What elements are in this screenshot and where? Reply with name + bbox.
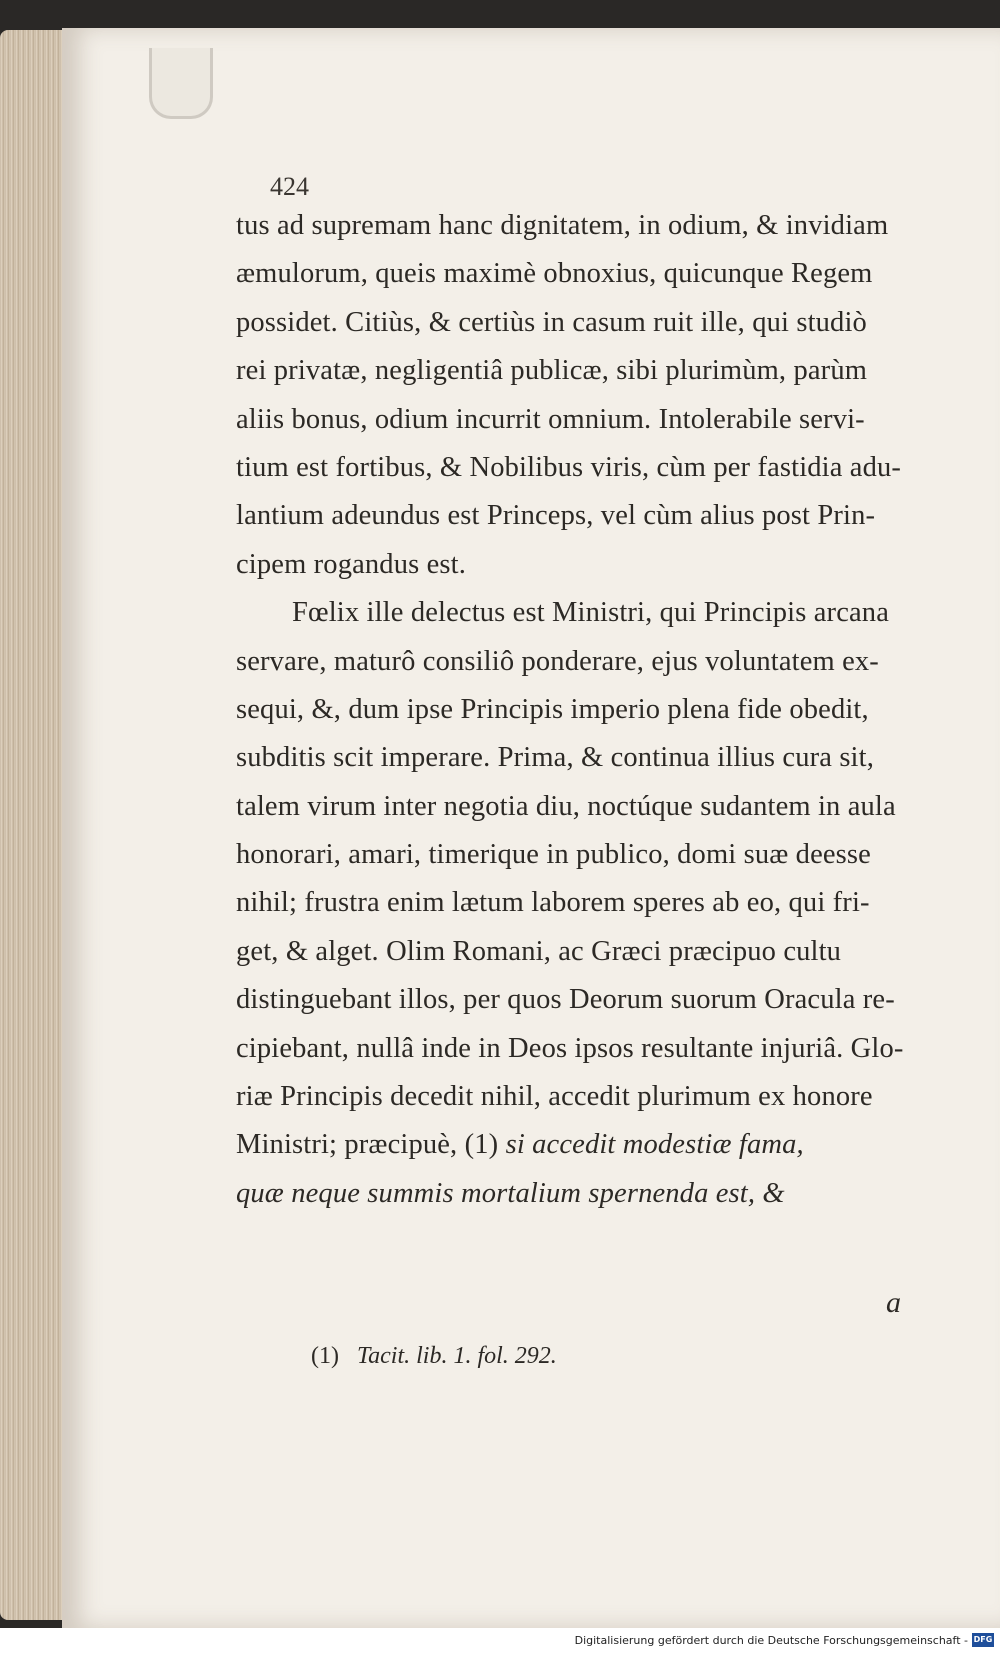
text-line: nihil; frustra enim lætum laborem speres ab eo, qui fri- (236, 887, 870, 919)
book-page-edges (0, 30, 70, 1620)
text-line: subditis scit imperare. Prima, & continua illius cura sit, (236, 742, 874, 774)
text-line: rei privatæ, negligentiâ publicæ, sibi plurimùm, parùm (236, 355, 868, 387)
body-text (236, 202, 946, 1218)
footnote (311, 1343, 557, 1370)
quote-text-line: quæ neque summis mortalium spernenda est, & (236, 1177, 785, 1209)
text-line-mixed (236, 1121, 946, 1169)
footnote-ref: (1) (311, 1343, 339, 1369)
catchword: a (886, 1286, 901, 1319)
text-line: lantium adeundus est Princeps, vel cùm alius post Prin- (236, 500, 876, 532)
text-line: servare, maturô consiliô ponderare, ejus voluntatem ex- (236, 645, 879, 677)
dfg-logo-icon: DFG (972, 1633, 994, 1647)
text-line: distinguebant illos, per quos Deorum suorum Oracula re- (236, 984, 895, 1016)
text-line: aliis bonus, odium incurrit omnium. Intolerabile servi- (236, 403, 865, 435)
page-clip-icon (149, 48, 213, 119)
text-line: riæ Principis decedit nihil, accedit plurimum ex honore (236, 1081, 873, 1113)
footnote-text: Tacit. lib. 1. fol. 292. (356, 1343, 557, 1369)
text-line: talem virum inter negotia diu, noctúque sudantem in aula (236, 790, 896, 822)
text-line: sequi, &, dum ipse Principis imperio plena fide obedit, (236, 693, 869, 725)
text-line: honorari, amari, timerique in publico, domi suæ deesse (236, 839, 871, 871)
text-line: possidet. Citiùs, & certiùs in casum ruit ille, qui studiò (236, 306, 867, 338)
text-line: tus ad supremam hanc dignitatem, in odium, & invidiam (236, 210, 889, 241)
quote-text: si accedit modestiæ fama, (505, 1129, 804, 1161)
digitization-credit: Digitalisierung gefördert durch die Deutsche Forschungsgemeinschaft - (574, 1634, 968, 1647)
text-line: cipiebant, nullâ inde in Deos ipsos resultante injuriâ. Glo- (236, 1032, 904, 1064)
text-line: tium est fortibus, & Nobilibus viris, cùm per fastidia adu- (236, 451, 902, 483)
roman-text: Ministri; præcipuè, (1) (236, 1129, 499, 1161)
paragraph-start-line: Fœlix ille delectus est Ministri, qui Principis arcana (292, 597, 889, 629)
text-line: æmulorum, queis maximè obnoxius, quicunque Regem (236, 258, 873, 290)
page-number: 424 (270, 172, 309, 201)
text-line: get, & alget. Olim Romani, ac Græci præcipuo cultu (236, 935, 842, 967)
text-line: cipem rogandus est. (236, 548, 467, 580)
